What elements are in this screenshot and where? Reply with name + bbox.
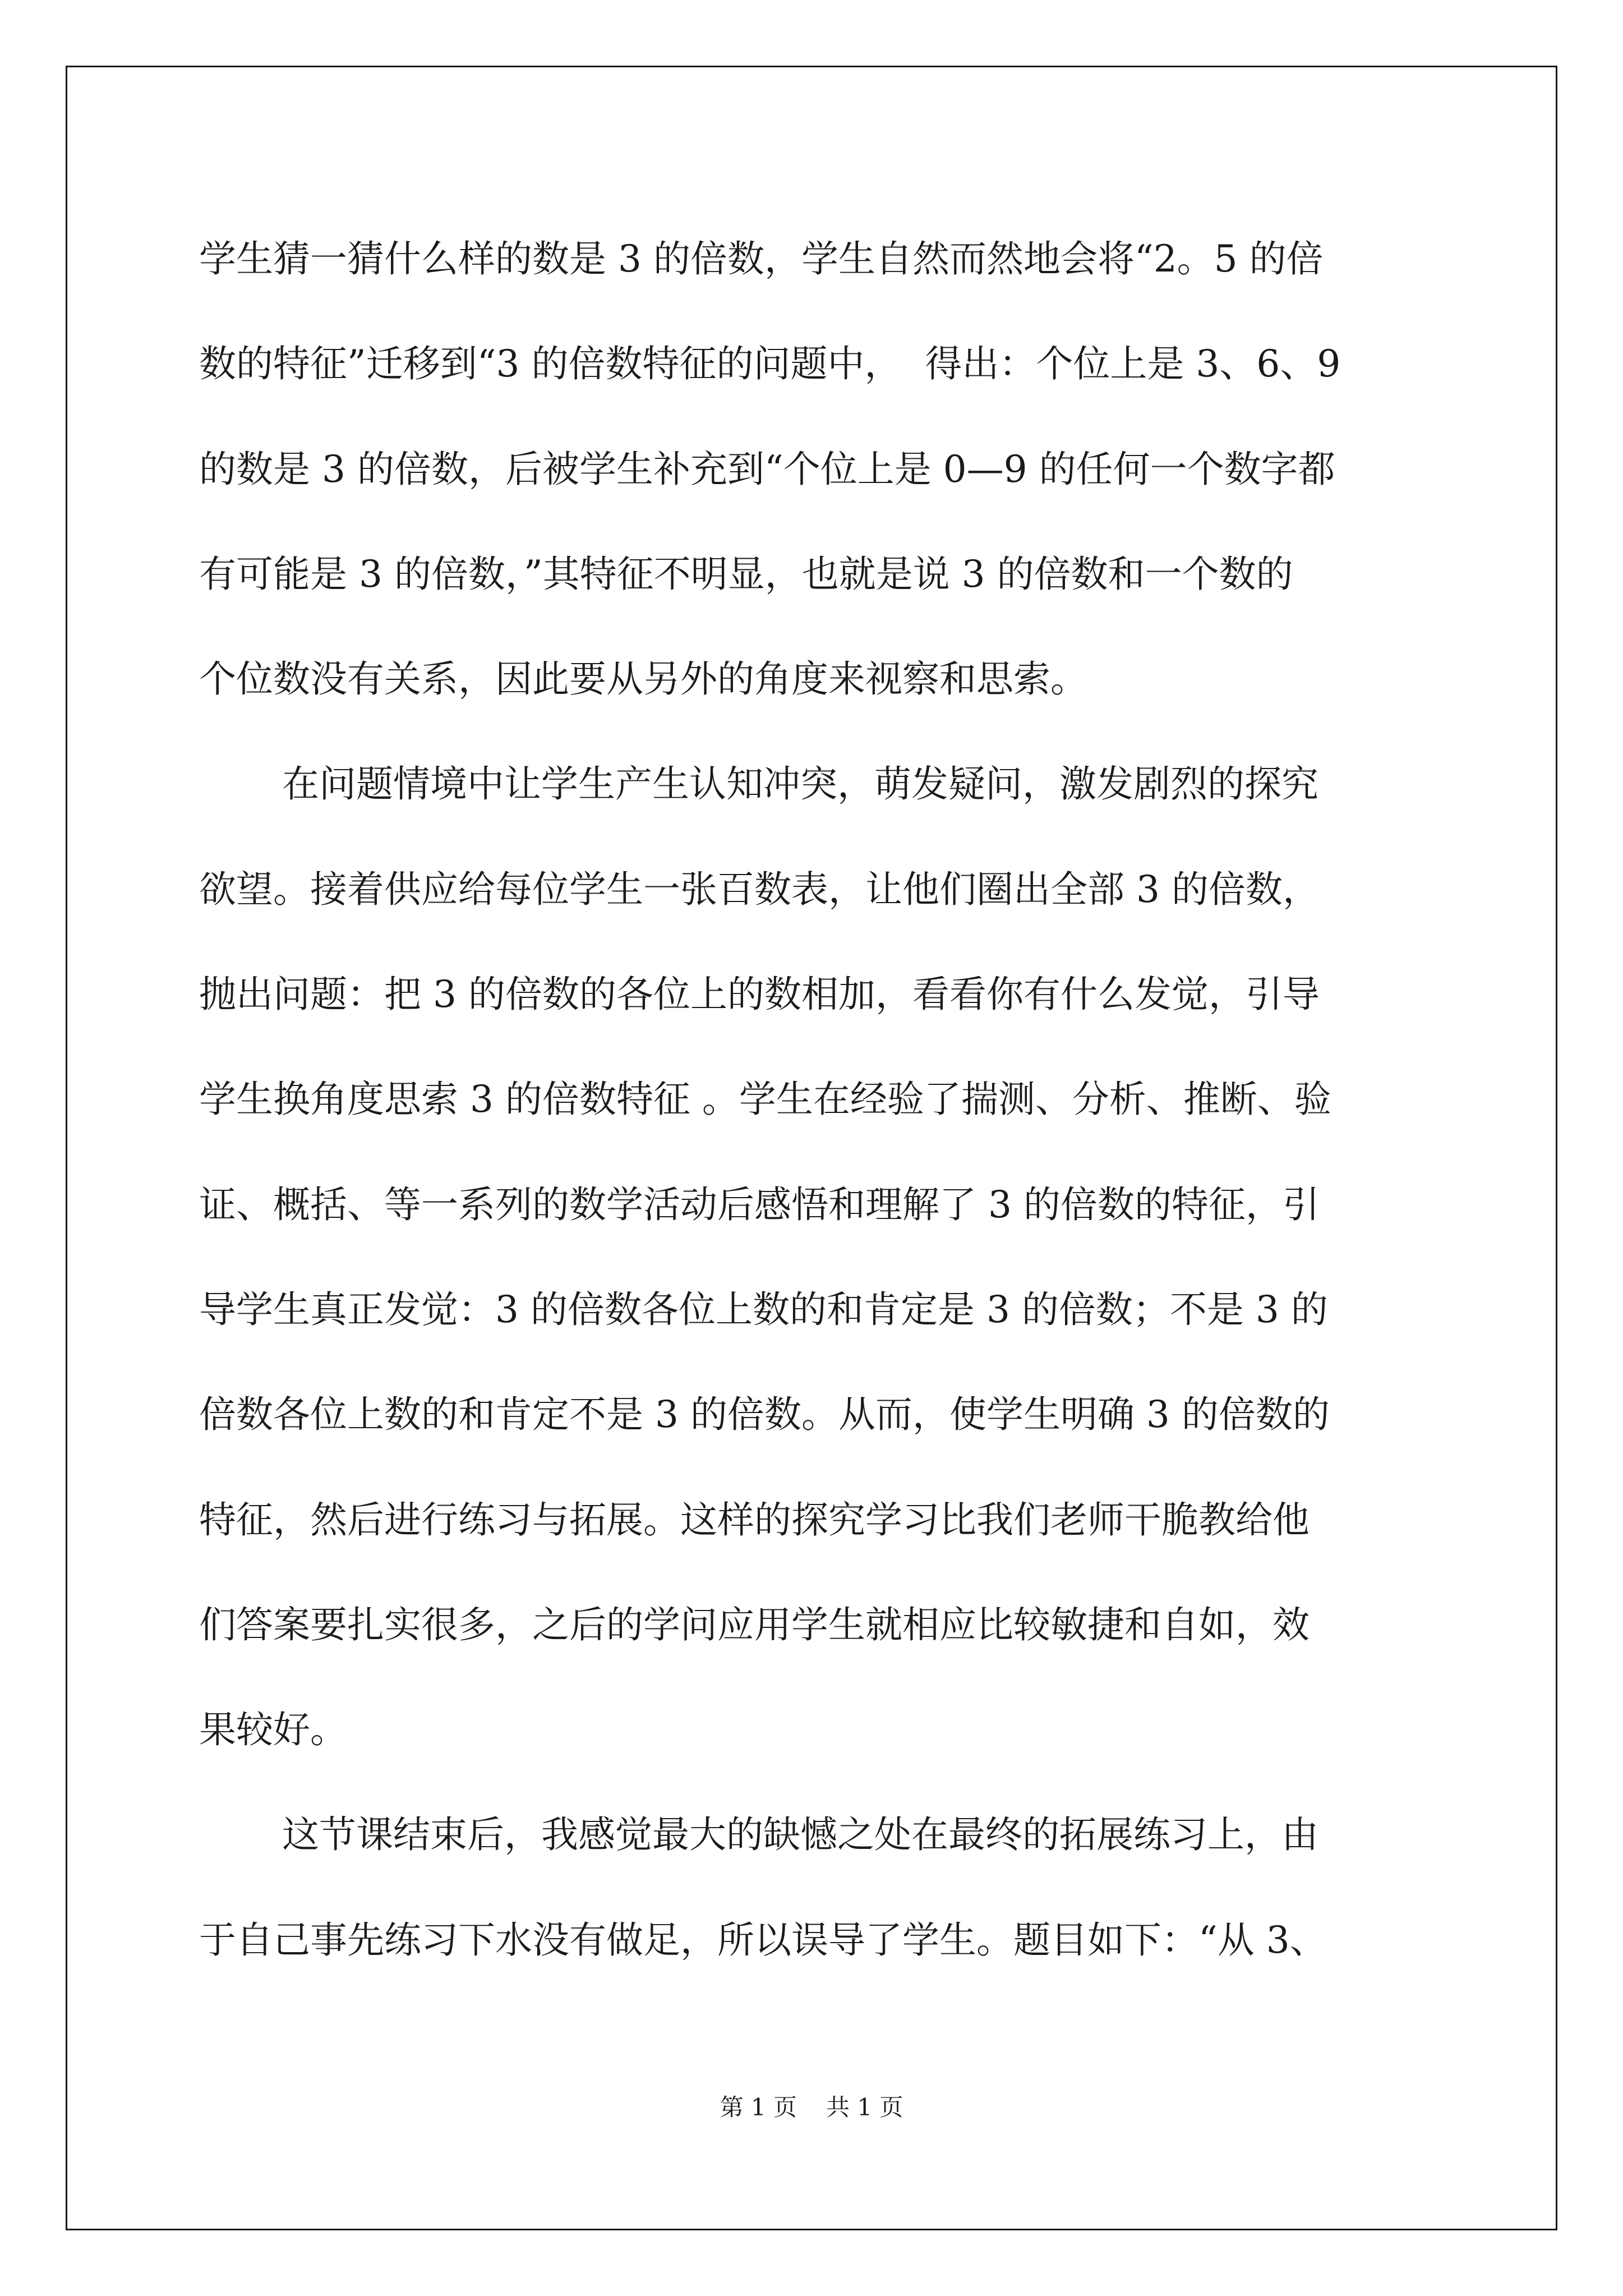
- page-total: 共 1 页: [826, 2093, 903, 2121]
- page-number: 第 1 页: [720, 2093, 797, 2121]
- paragraph-first-line: 在问题情境中让学生产生认知冲突，萌发疑问，激发剧烈的探究: [282, 762, 1318, 806]
- text-line: 证、概括、等一系列的数学活动后感悟和理解了 3 的倍数的特征，引: [199, 1182, 1320, 1226]
- text-line: 抛出问题：把 3 的倍数的各位上的数相加，看看你有什么发觉，引导: [199, 973, 1320, 1016]
- paragraph-first-line: 这节课结束后，我感觉最大的缺憾之处在最终的拓展练习上，由: [282, 1813, 1318, 1857]
- text-line: 学生换角度思索 3 的倍数特征 。学生在经验了揣测、分析、推断、验: [199, 1078, 1331, 1121]
- text-line: 欲望。接着供应给每位学生一张百数表，让他们圈出全部 3 的倍数，: [199, 867, 1320, 911]
- text-line: 倍数各位上数的和肯定不是 3 的倍数。从而，使学生明确 3 的倍数的: [199, 1393, 1330, 1437]
- page-footer: [0, 2089, 1623, 2123]
- text-line: 数的特征”迁移到“3 的倍数特征的问题中， 得出：个位上是 3、6、9: [199, 342, 1341, 386]
- text-line: 导学生真正发觉：3 的倍数各位上数的和肯定是 3 的倍数；不是 3 的: [199, 1287, 1328, 1331]
- text-line: 个位数没有关系，因此要从另外的角度来视察和思索。: [199, 657, 1087, 701]
- text-line: 们答案要扎实很多，之后的学问应用学生就相应比较敏捷和自如，效: [199, 1603, 1310, 1646]
- text-line: 的数是 3 的倍数，后被学生补充到“个位上是 0—9 的任何一个数字都: [199, 447, 1335, 491]
- text-line: 果较好。: [199, 1708, 347, 1752]
- text-line: 于自己事先练习下水没有做足，所以误导了学生。题目如下：“从 3、: [199, 1918, 1327, 1962]
- document-body: [199, 206, 1500, 1993]
- text-line: 学生猜一猜什么样的数是 3 的倍数，学生自然而然地会将“2。5 的倍: [199, 237, 1324, 280]
- text-line: 特征，然后进行练习与拓展。这样的探究学习比我们老师干脆教给他: [199, 1498, 1310, 1542]
- text-line: 有可能是 3 的倍数，”其特征不明显，也就是说 3 的倍数和一个数的: [199, 552, 1293, 596]
